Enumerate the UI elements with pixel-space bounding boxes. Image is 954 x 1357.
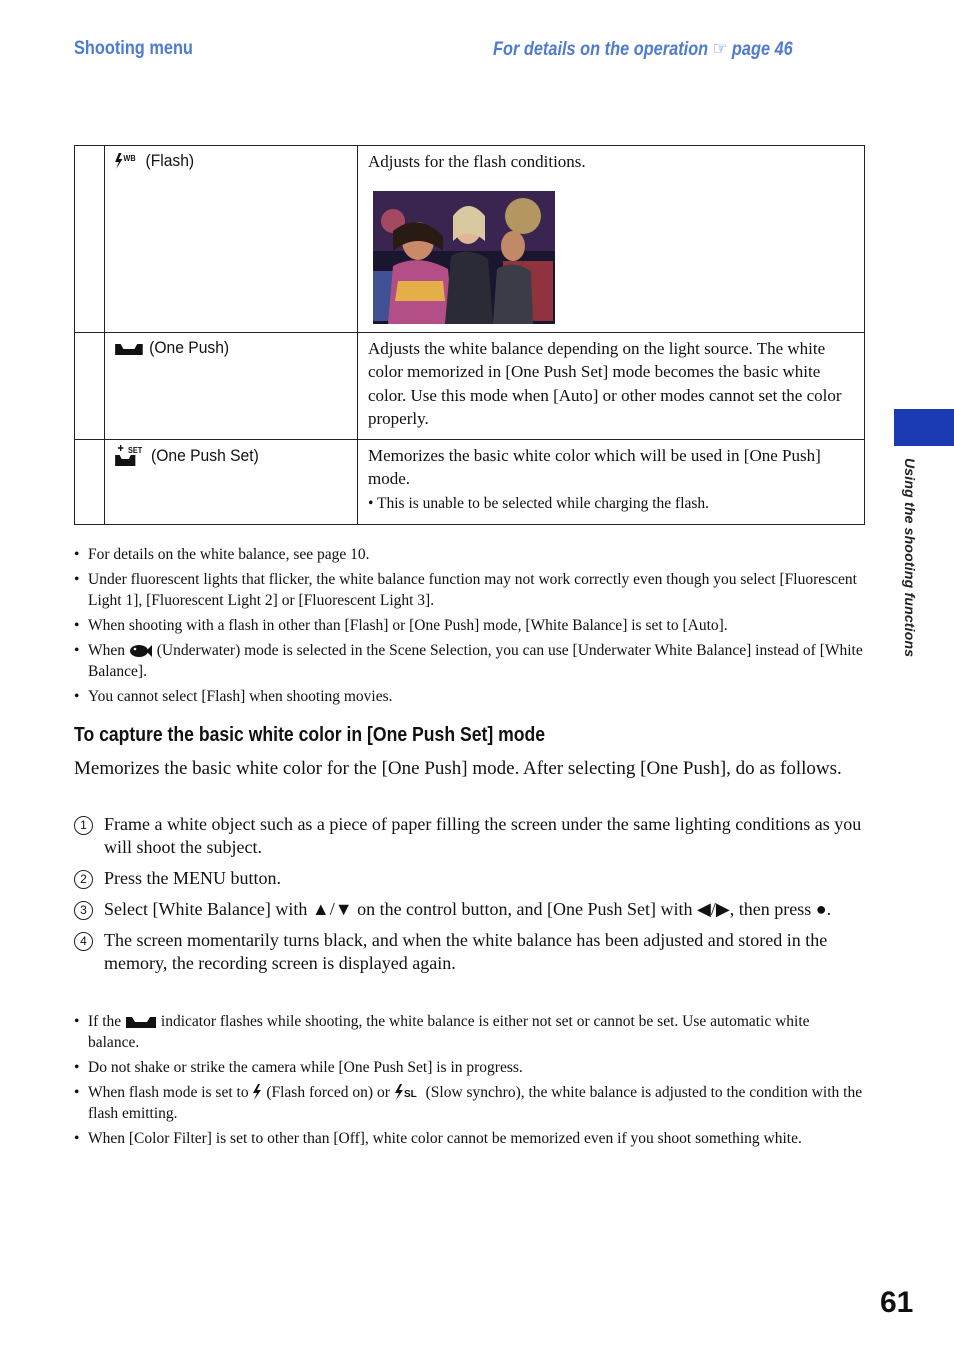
- step-item: 1 Frame a white object such as a piece of paper filling the screen under the same lighting conditions as you will shoot the subject.: [74, 813, 864, 859]
- details-reference: [493, 38, 793, 61]
- flash-forced-icon: [252, 1084, 262, 1100]
- mode-description: Adjusts the white balance depending on the light source. The white color memorized in [One Push Set] mode becomes the basic white color. Use this mode when [Auto] or other modes cannot set the color properly.: [368, 338, 842, 428]
- left-right-arrow-icon: ◀/▶: [697, 899, 730, 919]
- list-item: • When (Underwater) mode is selected in the Scene Selection, you can use [Underwater White Balance] instead of [White Balance].: [74, 640, 864, 682]
- flash-wb-icon: [114, 152, 140, 170]
- white-balance-table: [74, 145, 865, 525]
- details-page: page 46: [731, 39, 793, 60]
- table-row: [75, 439, 865, 524]
- center-button-icon: ●: [815, 899, 827, 919]
- step-item: 3 Select [White Balance] with ▲/▼ on the control button, and [One Push Set] with ◀/▶, then press ●.: [74, 898, 864, 921]
- section-subheading: To capture the basic white color in [One Push Set] mode: [74, 724, 546, 746]
- mode-description: Adjusts for the flash conditions.: [368, 152, 586, 171]
- list-item: • You cannot select [Flash] when shooting movies.: [74, 686, 864, 707]
- mode-note: • This is unable to be selected while charging the flash.: [368, 494, 710, 512]
- chapter-tab-label: Using the shooting functions: [902, 458, 918, 658]
- step-number: 2: [74, 870, 93, 889]
- mode-label: (Flash): [145, 151, 195, 170]
- one-push-icon: [114, 340, 143, 356]
- list-item: • If the indicator flashes while shooting, the white balance is either not set or cannot be set. Use automatic white balance.: [74, 1011, 864, 1053]
- list-item: • Do not shake or strike the camera while [One Push Set] is in progress.: [74, 1057, 864, 1078]
- chapter-tab-marker: [894, 409, 954, 446]
- list-item: • When flash mode is set to (Flash forced on) or SL (Slow synchro), the white balance is adjusted to the condition with the flash emitting.: [74, 1082, 864, 1124]
- mode-description: Memorizes the basic white color which will be used in [One Push] mode.: [368, 445, 821, 488]
- svg-text:SL: SL: [403, 1089, 417, 1100]
- mode-label: (One Push Set): [151, 445, 259, 465]
- svg-text:WB: WB: [123, 153, 136, 164]
- table-row: [75, 332, 865, 439]
- up-down-arrow-icon: ▲/▼: [311, 899, 353, 919]
- slow-synchro-icon: [394, 1084, 422, 1100]
- procedure-steps: [74, 813, 864, 983]
- intro-paragraph: Memorizes the basic white color for the [One Push] mode. After selecting [One Push], do as follows.: [74, 758, 842, 779]
- one-push-icon: [125, 1013, 157, 1029]
- step-item: 4 The screen momentarily turns black, and when the white balance has been adjusted and stored in the memory, the recording screen is displayed again.: [74, 929, 864, 975]
- one-push-set-icon: [114, 445, 145, 467]
- list-item: • When [Color Filter] is set to other than [Off], white color cannot be memorized even if you shoot something white.: [74, 1128, 864, 1149]
- pointing-hand-icon: ☞: [712, 39, 728, 60]
- list-item: • When shooting with a flash in other than [Flash] or [One Push] mode, [White Balance] is set to [Auto].: [74, 615, 864, 636]
- svg-text:SET: SET: [128, 445, 143, 455]
- mode-label: (One Push): [149, 337, 230, 357]
- step-number: 3: [74, 901, 93, 920]
- underwater-fish-icon: [129, 644, 153, 658]
- details-prefix: For details on the operation: [493, 39, 709, 60]
- white-balance-notes: [74, 544, 864, 711]
- step-item: 2 Press the MENU button.: [74, 867, 864, 890]
- one-push-notes: [74, 1011, 864, 1153]
- flash-example-photo: [373, 191, 555, 324]
- table-row: [75, 146, 865, 333]
- step-number: 1: [74, 816, 93, 835]
- list-item: • For details on the white balance, see page 10.: [74, 544, 864, 565]
- step-number: 4: [74, 932, 93, 951]
- section-title: Shooting menu: [74, 38, 193, 59]
- page-number: 61: [880, 1286, 914, 1319]
- list-item: • Under fluorescent lights that flicker, the white balance function may not work correctly even though you select [Fluorescent Light 1], [Fluorescent Light 2] or [Fluorescent Light 3].: [74, 569, 864, 611]
